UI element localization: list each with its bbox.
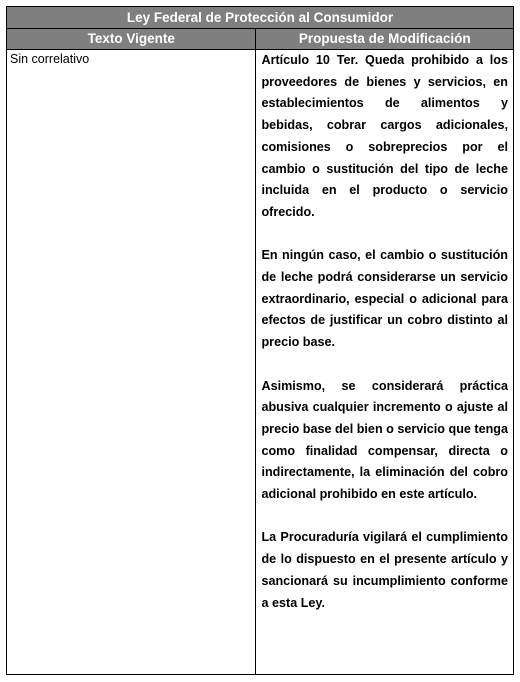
proposal-paragraph-4: La Procuraduría vigilará el cumplimiento de lo dispuesto en el presente artículo y sancionará su incumplimiento conforme a esta Ley.: [261, 530, 508, 610]
proposal-paragraph-3: Asimismo, se considerará práctica abusiva cualquier incremento o ajuste al precio base del bien o servicio que tenga como finalidad compensar, directa o indirectamente, la eliminación del cobro adicional prohibido en este artículo.: [261, 378, 508, 502]
header-propuesta: Propuesta de Modificación: [256, 29, 514, 50]
table-title: Ley Federal de Protección al Consumidor: [7, 7, 514, 29]
proposal-cell: [256, 50, 514, 675]
content-row: [7, 50, 514, 675]
comparison-table: [6, 6, 514, 675]
proposal-paragraph-2: En ningún caso, el cambio o sustitución de leche podrá considerarse un servicio extraordinario, especial o adicional para efectos de justificar un cobro distinto al precio base.: [261, 248, 508, 350]
header-texto-vigente: Texto Vigente: [7, 29, 256, 50]
title-row: [7, 7, 514, 29]
current-text-cell: Sin correlativo: [7, 50, 256, 675]
proposal-paragraph-1: Artículo 10 Ter. Queda prohibido a los proveedores de bienes y servicios, en establecimientos de alimentos y bebidas, cobrar cargos adicionales, comisiones o sobreprecios por el cambio o sustitución del tipo de leche incluida en el producto o servicio ofrecido.: [261, 53, 508, 219]
header-row: [7, 29, 514, 50]
